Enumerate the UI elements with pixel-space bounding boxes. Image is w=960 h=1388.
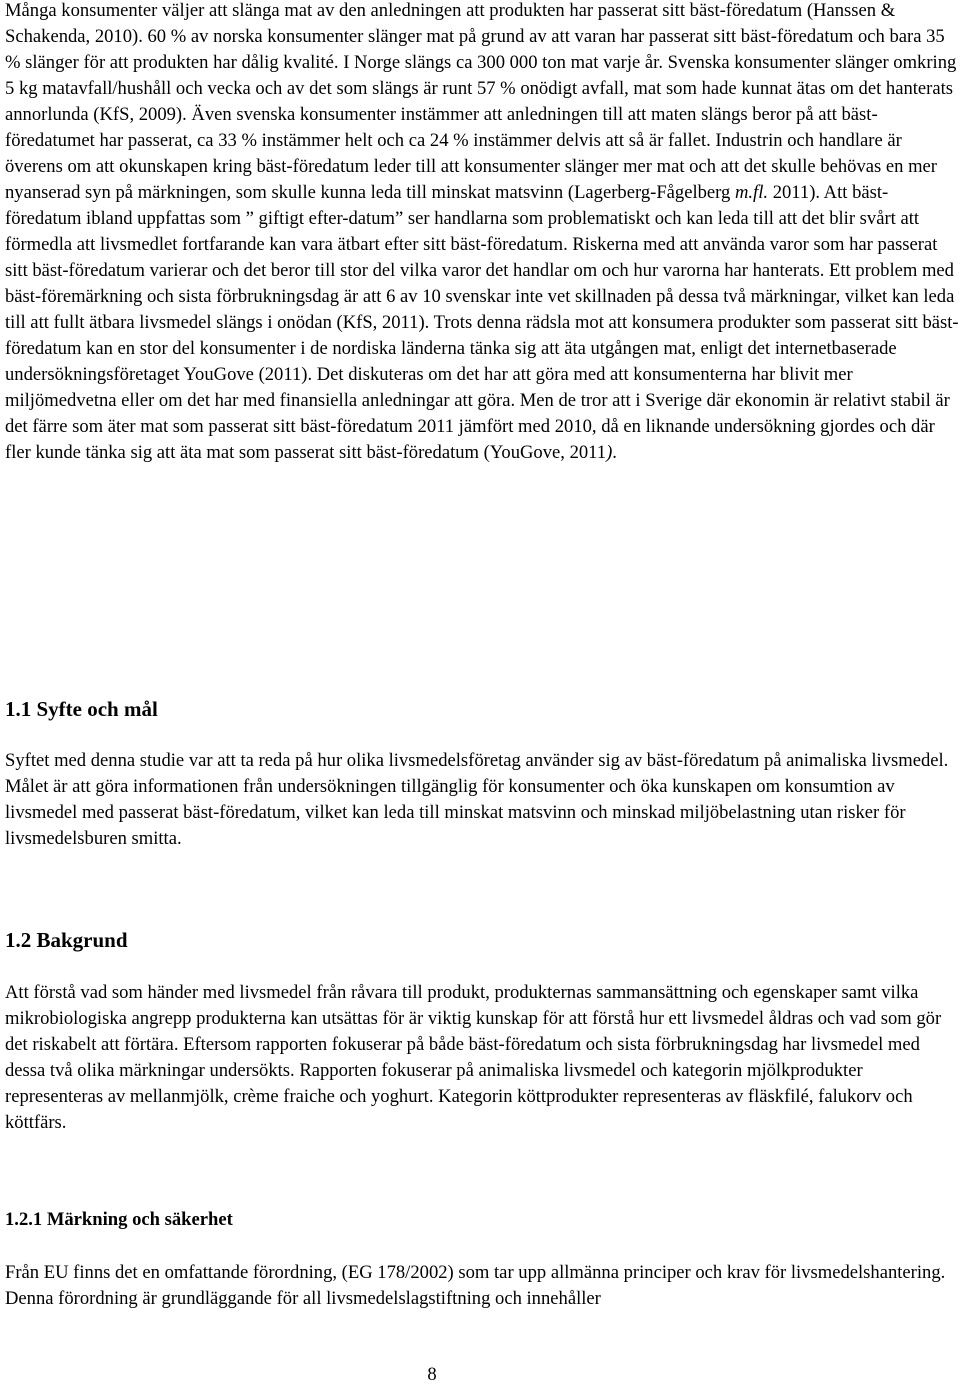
syfte-paragraph: Syftet med denna studie var att ta reda på hur olika livsmedelsföretag använder sig av bäst-föredatum på animaliska livsmedel. Målet är att göra informationen från undersökningen tillgänglig för konsumenter och öka kunskapen om konsumtion av livsmedel med passerat bäst-föredatum, vilket kan leda till minskat matsvinn och minskad miljöbelastning utan risker för livsmedelsburen smitta. <box>5 750 949 849</box>
bakgrund-paragraph: Att förstå vad som händer med livsmedel från råvara till produkt, produkternas sammansättning och egenskaper samt vilka mikrobiologiska angrepp produkterna kan utsättas för är viktig kunskap för att förstå hur ett livsmedel åldras och vad som gör det riskabelt att förtära. Eftersom rapporten fokuserar på både bäst-föredatum och sista förbrukningsdag har livsmedel med dessa två olika märkningar undersökts. Rapporten fokuserar på animaliska livsmedel och kategorin mjölkprodukter representeras av mellanmjölk, crème fraiche och yoghurt. Kategorin köttprodukter representeras av fläskfilé, falukorv och köttfärs. <box>5 982 942 1133</box>
intro-text-italic-mfl: m.fl. <box>734 182 769 203</box>
page-number: 8 <box>427 1364 437 1385</box>
intro-text-1: Många konsumenter väljer att slänga mat av den anledningen att produkten har passerat sitt bäst-föredatum (Hanssen & Schakenda, 2010). 60 % av norska konsumenter slänger mat på grund av att varan har passerat sitt bäst-föredatum och bara 35 % slänger för att produkten har dålig kvalité. I Norge slängs ca 300 000 ton mat varje år. Svenska konsumenter slänger omkring 5 kg matavfall/hushåll och vecka och av det som slängs är runt 57 % onödigt avfall, mat som hade kunnat ätas om det hanterats annorlunda (KfS, 2009). Även svenska konsumenter instämmer att anledningen till att maten slängs beror på att bäst-föredatumet har passerat, ca 33 % instämmer helt och ca 24 % instämmer delvis att så är fallet. Industrin och handlare är överens om att okunskapen kring bäst-föredatum leder till att konsumenter slänger mer mat och att det skulle behövas en mer nyanserad syn på märkningen, som skulle kunna leda till minskat matsvinn (Lagerberg-Fågelberg <box>5 0 957 203</box>
markning-paragraph: Från EU finns det en omfattande förordning, (EG 178/2002) som tar upp allmänna principer och krav för livsmedelshantering. Denna förordning är grundläggande för all livsmedelslagstiftning och innehåller <box>5 1262 946 1309</box>
intro-text-3: . <box>612 442 617 463</box>
intro-text-2: 2011). Att bäst-föredatum ibland uppfattas som ” giftigt efter-datum” ser handlarna som problematiskt och kan leda till att det blir svårt att förmedla att livsmedlet fortfarande kan vara ätbart efter sitt bäst-föredatum. Riskerna med att använda varor som har passerat sitt bäst-föredatum varierar och det beror till stor del vilka varor det handlar om och hur varorna har hanterats. Ett problem med bäst-föremärkning och sista förbrukningsdag är att 6 av 10 svenskar inte vet skillnaden på dessa två märkningar, vilket kan leda till att fullt ätbara livsmedel slängs i onödan (KfS, 2011). Trots denna rädsla mot att konsumera produkter som passerat sitt bäst-föredatum kan en stor del konsumenter i de nordiska länderna tänka sig att äta utgången mat, enligt det internetbaserade undersökningsföretaget YouGove (2011). Det diskuteras om det har att göra med att konsumenterna har blivit mer miljömedvetna eller om det har med finansiella anledningar att göra. Men de tror att i Sverige där ekonomin är relativt stabil är det färre som äter mat som passerat sitt bäst-föredatum 2011 jämfört med 2010, då en liknande undersökning gjordes och där fler kunde tänka sig att äta mat som passerat sitt bäst-föredatum (YouGove, 2011 <box>5 182 959 463</box>
heading-markning-och-sakerhet: 1.2.1 Märkning och säkerhet <box>5 1209 233 1230</box>
intro-paragraph <box>5 0 960 466</box>
heading-syfte-och-mal: 1.1 Syfte och mål <box>5 697 158 721</box>
heading-bakgrund: 1.2 Bakgrund <box>5 928 128 952</box>
intro-text-italic-paren: ) <box>606 442 613 463</box>
